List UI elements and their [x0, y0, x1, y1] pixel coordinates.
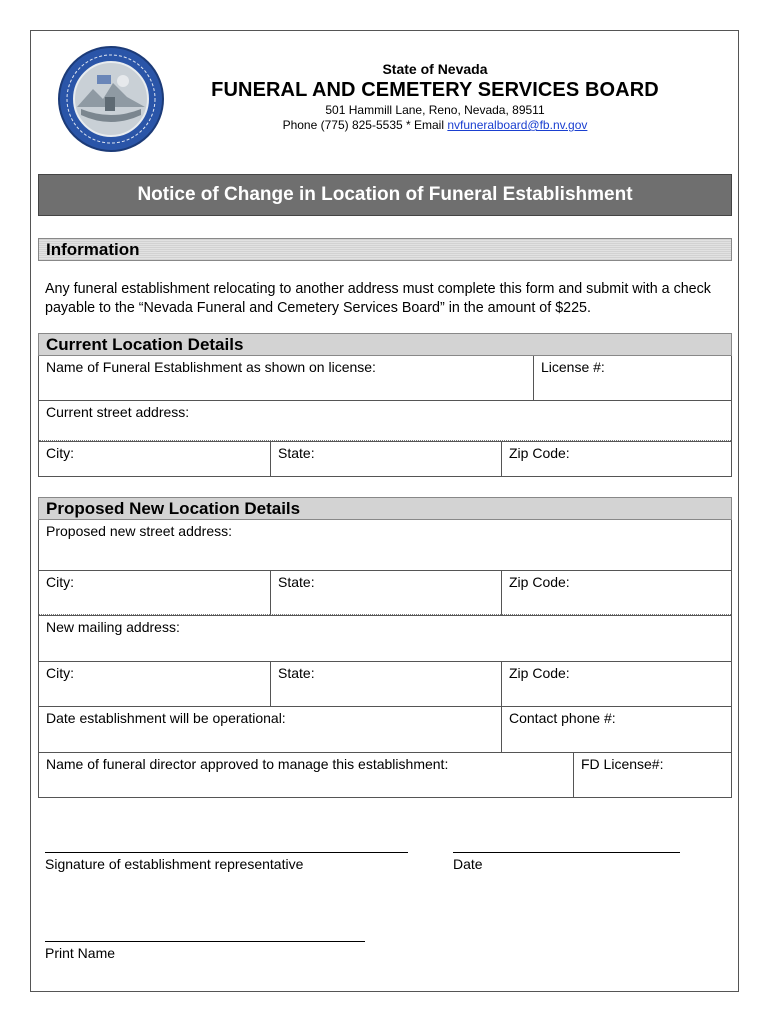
establishment-name-field[interactable] [39, 356, 533, 400]
mailing-address-field[interactable] [39, 616, 731, 661]
operational-date-field[interactable] [39, 707, 501, 752]
information-heading: Information [38, 238, 732, 261]
operational-date-row [38, 707, 732, 753]
proposed-street-field[interactable] [39, 520, 731, 570]
mailing-zip-field[interactable] [501, 662, 731, 706]
board-contact [150, 118, 720, 132]
mailing-city-field[interactable] [39, 662, 270, 706]
funeral-director-label: Name of funeral director approved to manage this establishment: [46, 756, 449, 772]
mailing-zip-label: Zip Code: [509, 665, 570, 681]
proposed-street-label: Proposed new street address: [46, 523, 232, 539]
mailing-address-row [38, 616, 732, 662]
current-name-row [38, 356, 732, 401]
board-phone: Phone (775) 825-5535 * Email [282, 118, 448, 132]
print-name-line[interactable] [45, 941, 365, 942]
current-state-field[interactable] [270, 442, 501, 476]
proposed-city-field[interactable] [39, 571, 270, 615]
license-number-label: License #: [541, 359, 605, 375]
signature-label: Signature of establishment representative [45, 856, 304, 872]
mailing-city-row [38, 662, 732, 707]
director-row [38, 753, 732, 798]
fd-license-label: FD License#: [581, 756, 664, 772]
establishment-name-label: Name of Funeral Establishment as shown on license: [46, 359, 376, 375]
operational-date-label: Date establishment will be operational: [46, 710, 286, 726]
proposed-location-heading: Proposed New Location Details [38, 497, 732, 520]
mailing-address-label: New mailing address: [46, 619, 180, 635]
current-street-row [38, 401, 732, 442]
current-city-label: City: [46, 445, 74, 461]
board-address: 501 Hammill Lane, Reno, Nevada, 89511 [325, 103, 545, 117]
proposed-state-field[interactable] [270, 571, 501, 615]
current-city-row [38, 442, 732, 477]
mailing-city-label: City: [46, 665, 74, 681]
print-name-label: Print Name [45, 945, 116, 961]
proposed-street-row [38, 520, 732, 571]
mailing-state-field[interactable] [270, 662, 501, 706]
board-name: FUNERAL AND CEMETERY SERVICES BOARD [211, 79, 659, 101]
proposed-state-label: State: [278, 574, 315, 590]
current-state-label: State: [278, 445, 315, 461]
date-line[interactable] [453, 852, 680, 853]
fd-license-field[interactable] [573, 753, 731, 797]
contact-phone-label: Contact phone #: [509, 710, 616, 726]
proposed-zip-field[interactable] [501, 571, 731, 615]
current-zip-field[interactable] [501, 442, 731, 476]
board-email-link[interactable]: nvfuneralboard@fb.nv.gov [447, 118, 588, 132]
date-label: Date [453, 856, 483, 872]
current-location-heading: Current Location Details [38, 333, 732, 356]
contact-phone-field[interactable] [501, 707, 731, 752]
form-title: Notice of Change in Location of Funeral Establishment [38, 174, 732, 216]
information-text: Any funeral establishment relocating to another address must complete this form and submit with a check payable to the “Nevada Funeral and Cemetery Services Board” in the amount of $225. [45, 281, 711, 316]
license-number-field[interactable] [533, 356, 731, 400]
current-street-field[interactable] [39, 401, 731, 441]
mailing-state-label: State: [278, 665, 315, 681]
signature-line[interactable] [45, 852, 408, 853]
proposed-city-label: City: [46, 574, 74, 590]
proposed-zip-label: Zip Code: [509, 574, 570, 590]
state-name: State of Nevada [382, 61, 488, 77]
state-seal-icon [57, 45, 165, 153]
current-street-label: Current street address: [46, 404, 190, 420]
current-city-field[interactable] [39, 442, 270, 476]
funeral-director-field[interactable] [39, 753, 573, 797]
current-zip-label: Zip Code: [509, 445, 570, 461]
proposed-city-row [38, 571, 732, 616]
